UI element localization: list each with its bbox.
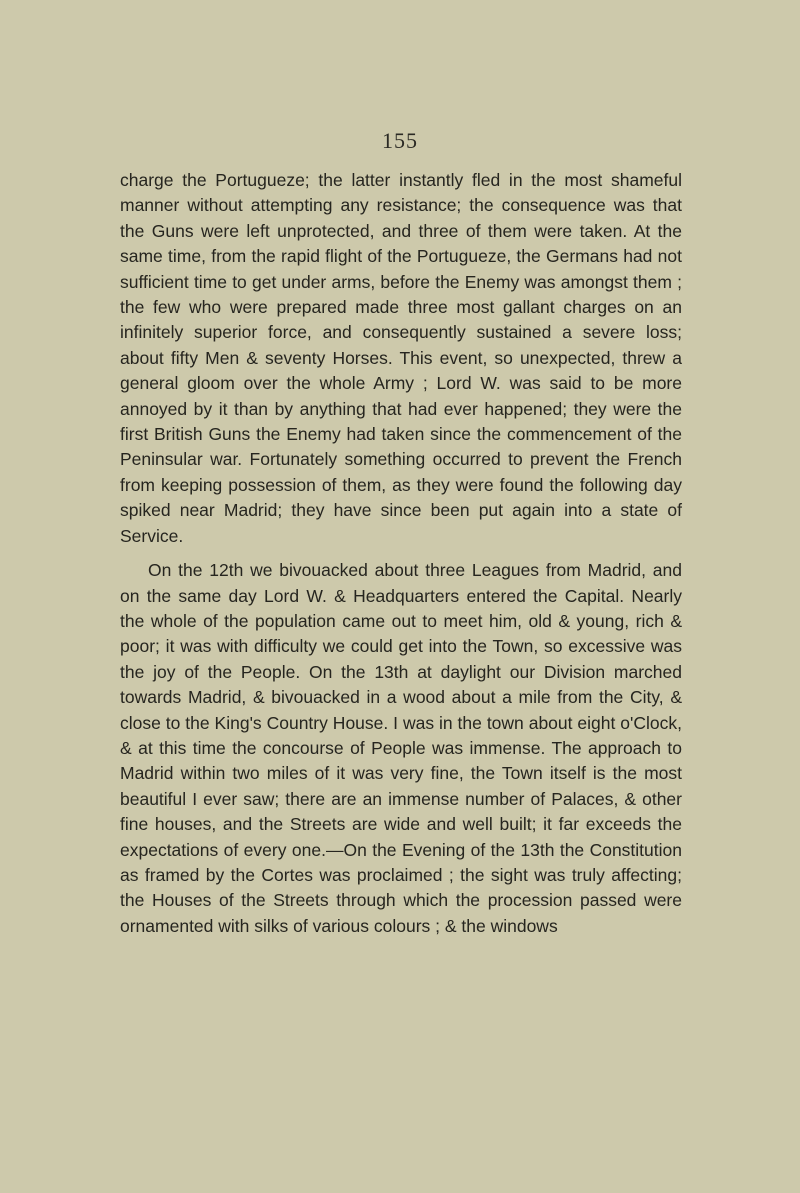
paragraph-1: charge the Portugueze; the latter instantly fled in the most shameful manner without attempting any resistance; the consequence was that the Guns were left unprotected, and three of them were taken. At the same time, from the rapid flight of the Portugueze, the Germans had not sufficient time to get under arms, before the Enemy was amongst them ; the few who were prepared made three most gallant charges on an infinitely superior force, and consequently sustained a severe loss; about fifty Men & seventy Horses. This event, so unexpected, threw a general gloom over the whole Army ; Lord W. was said to be more annoyed by it than by anything that had ever happened; they were the first British Guns the Enemy had taken since the commencement of the Peninsular war. Fortunately something occurred to prevent the French from keeping possession of them, as they were found the following day spiked near Madrid; they have since been put again into a state of Service.: [120, 170, 682, 546]
body-text: [120, 168, 682, 939]
page-number: 155: [382, 128, 418, 153]
paragraph-2: On the 12th we bivouacked about three Leagues from Madrid, and on the same day Lord W. & Headquarters entered the Capital. Nearly the whole of the population came out to meet him, old & young, rich & poor; it was with difficulty we could get into the Town, so excessive was the joy of the People. On the 13th at daylight our Division marched towards Madrid, & bivouacked in a wood about a mile from the City, & close to the King's Country House. I was in the town about eight o'Clock, & at this time the concourse of People was immense. The approach to Madrid within two miles of it was very fine, the Town itself is the most beautiful I ever saw; there are an immense number of Palaces, & other fine houses, and the Streets are wide and well built; it far exceeds the expectations of every one.—On the Evening of the 13th the Constitution as framed by the Cortes was proclaimed ; the sight was truly affecting; the Houses of the Streets through which the procession passed were ornamented with silks of various colours ; & the windows: [120, 560, 682, 936]
